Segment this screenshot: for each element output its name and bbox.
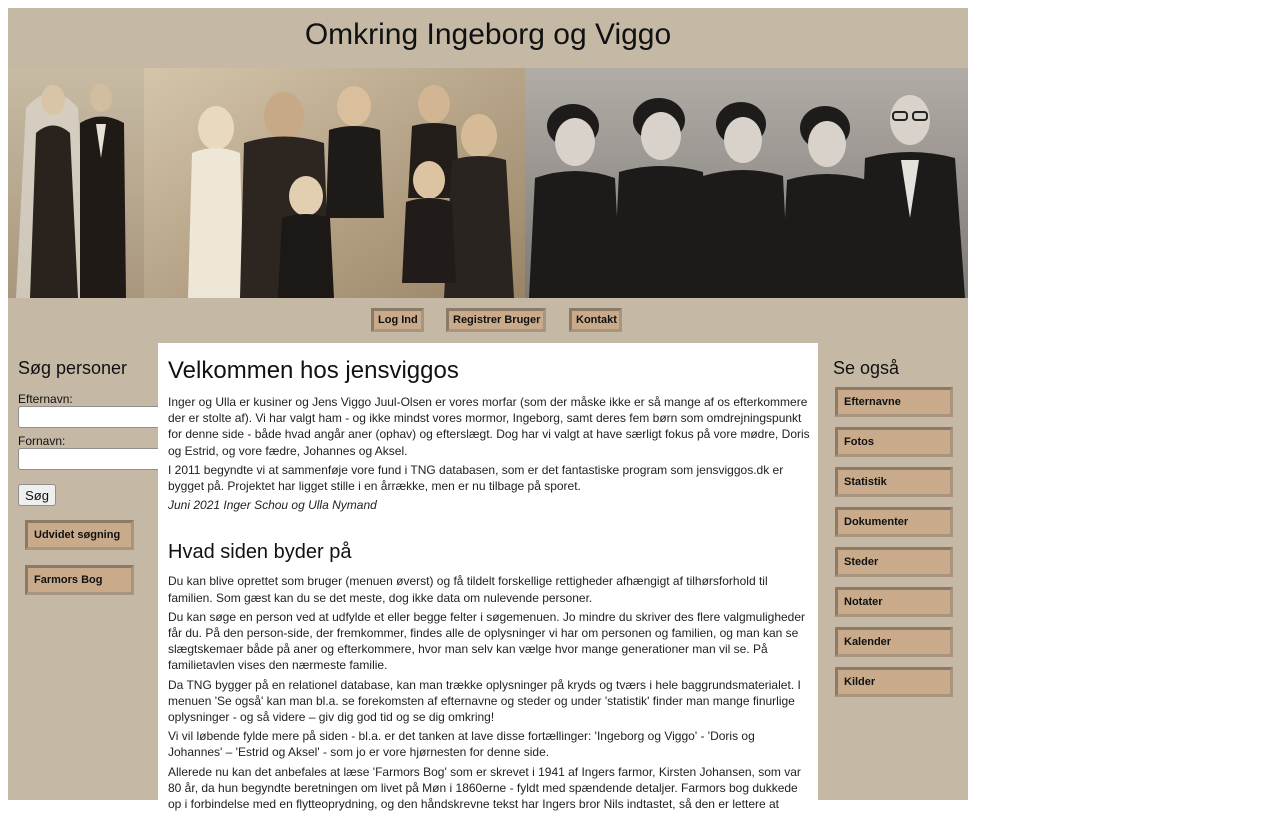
- firstname-label: Fornavn:: [18, 434, 66, 448]
- offer-paragraph-3: Da TNG bygger på en relationel database, kan man trække oplysninger på kryds og tværs i hele baggrundsmaterialet. I menuen 'Se også' kan man bl.a. se forekomsten af efternavne og steder og under 'statistik' finder man mange finurlige oplysninger - og så videre – giv dig god tid og se dig omkring!: [168, 677, 801, 725]
- top-navigation: [8, 308, 968, 332]
- offer-paragraph-1: Du kan blive oprettet som bruger (menuen øverst) og få tildelt forskellige rettigheder afhængigt af tilhørsforhold til familien. Som gæst kan du se det meste, dog ikke data om nulevende personer.: [168, 574, 768, 605]
- see-also-item-notater[interactable]: Notater: [835, 587, 953, 617]
- welcome-paragraph-1: Inger og Ulla er kusiner og Jens Viggo Juul-Olsen er vores morfar (som der måske ikke er så mange af os efterkommere der er stolte af). Vi har valgt ham - og ikke mindst vores mormor, Ingeborg, samt deres fem børn som omdrejningspunkt for denne side - både hvad angår aner (ophav) og efterslægt. Dog har vi valgt at have særligt fokus på vore mødre, Doris og Estrid, og vore fædre, Johannes og Aksel.: [168, 395, 810, 458]
- search-title: Søg personer: [18, 358, 128, 378]
- welcome-heading: Velkommen hos jensviggos: [168, 357, 459, 384]
- wedding-photo: [8, 68, 144, 298]
- firstname-input[interactable]: [18, 448, 161, 470]
- contact-button[interactable]: Kontakt: [569, 308, 622, 332]
- lastname-label: Efternavn:: [18, 392, 73, 406]
- siblings-photo: [525, 68, 968, 298]
- page-container: [8, 8, 968, 812]
- search-button[interactable]: Søg: [18, 484, 56, 506]
- see-also-item-efternavne[interactable]: Efternavne: [835, 387, 953, 417]
- header-banner: [8, 68, 968, 298]
- see-also-item-dokumenter[interactable]: Dokumenter: [835, 507, 953, 537]
- see-also-item-fotos[interactable]: Fotos: [835, 427, 953, 457]
- offer-paragraph-2: Du kan søge en person ved at udfylde et eller begge felter i søgemenuen. Jo mindre du skriver des flere valgmuligheder får du. På den person-side, der fremkommer, findes alle de oplysninger vi har om personen og familien, og man kan se slægtskemaer både på aner og efterkommere, hvor man selv kan vælge hvor mange generationer man vil se. På familietavlen vises den nærmeste familie.: [168, 609, 806, 673]
- see-also-item-statistik[interactable]: Statistik: [835, 467, 953, 497]
- see-also-item-steder[interactable]: Steder: [835, 547, 953, 577]
- site-title: Omkring Ingeborg og Viggo: [304, 18, 672, 51]
- login-button[interactable]: Log Ind: [371, 308, 424, 332]
- farmors-bog-button[interactable]: Farmors Bog: [25, 565, 134, 595]
- see-also-item-kalender[interactable]: Kalender: [835, 627, 953, 657]
- welcome-paragraph-2: I 2011 begyndte vi at sammenføje vore fund i TNG databasen, som er det fantastiske program som jensviggos.dk er bygget på. Projektet har ligget stille i en årrække, men er nu tilbage på sporet.: [168, 462, 784, 494]
- lastname-input[interactable]: [18, 406, 161, 428]
- advanced-search-button[interactable]: Udvidet søgning: [25, 520, 134, 550]
- see-also-item-kilder[interactable]: Kilder: [835, 667, 953, 697]
- welcome-signature: Juni 2021 Inger Schou og Ulla Nymand: [168, 498, 377, 513]
- main-content: [158, 343, 818, 813]
- family-photo: [144, 68, 525, 298]
- offer-heading: Hvad siden byder på: [168, 541, 352, 564]
- offer-paragraph-4: Vi vil løbende fylde mere på siden - bl.a. er det tanken at lave disse fortællinger: 'Ingeborg og Viggo' - 'Doris og Johannes' – 'Estrid og Aksel' - som jo er vore hjørnesten for denne side.: [168, 729, 755, 760]
- see-also-title: Se også: [833, 358, 900, 378]
- register-button[interactable]: Registrer Bruger: [446, 308, 546, 332]
- offer-paragraph-5: Allerede nu kan det anbefales at læse 'Farmors Bog' som er skrevet i 1941 af Ingers farmor, Kirsten Johansen, som var 80 år, da hun begyndte beretningen om livet på Møn i 1860erne - fyldt med spændende detaljer. Farmors bog dukkede op i forbindelse med en flytteoprydning, og den håndskrevne tekst har Ingers bror Nils indtastet, så den er lettere at: [168, 764, 801, 812]
